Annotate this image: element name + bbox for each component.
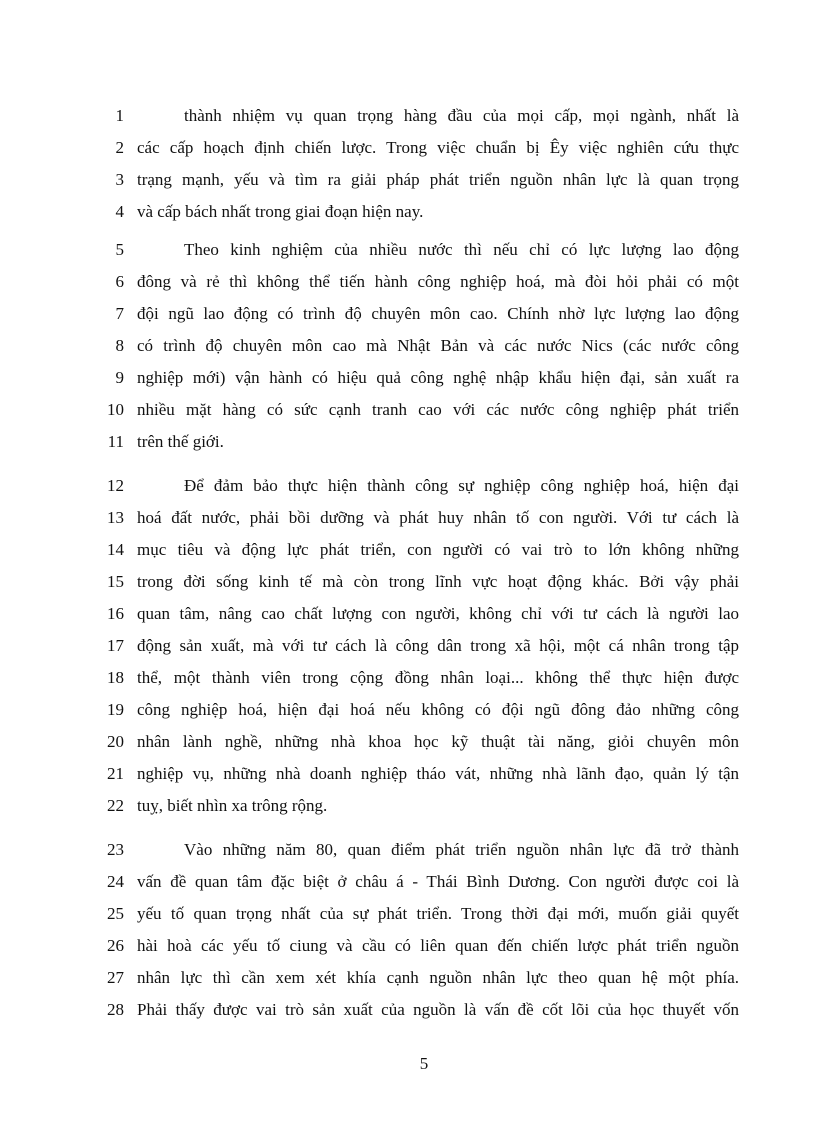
line-number: 6	[115, 272, 124, 291]
text-line	[0, 136, 816, 160]
line-text: đội ngũ lao động có trình độ chuyên môn cao. Chính nhờ lực lượng lao động	[137, 304, 739, 323]
line-text: công nghiệp hoá, hiện đại hoá nếu không có đội ngũ đông đảo những công	[137, 700, 739, 719]
line-number: 20	[107, 732, 124, 751]
line-text: động sản xuất, mà với tư cách là công dân trong xã hội, một cá nhân trong tập	[137, 636, 739, 655]
line-text: thành nhiệm vụ quan trọng hàng đầu của mọi cấp, mọi ngành, nhất là	[184, 106, 739, 125]
text-line	[0, 270, 816, 294]
line-text: các cấp hoạch định chiến lược. Trong việc chuẩn bị Êy việc nghiên cứu thực	[137, 138, 739, 157]
text-line	[0, 762, 816, 786]
line-number: 16	[107, 604, 124, 623]
line-number: 10	[107, 400, 124, 419]
text-line	[0, 302, 816, 326]
line-number: 22	[107, 796, 124, 815]
line-number: 5	[115, 240, 124, 259]
line-number: 25	[107, 904, 124, 923]
text-line	[0, 602, 816, 626]
line-text: tuỵ, biết nhìn xa trông rộng.	[137, 796, 328, 815]
line-text: trạng mạnh, yếu và tìm ra giải pháp phát triển nguồn nhân lực là quan trọng	[137, 170, 739, 189]
page-number: 5	[419, 1054, 429, 1073]
line-number: 2	[115, 138, 124, 157]
text-line	[0, 870, 816, 894]
line-text: và cấp bách nhất trong giai đoạn hiện nay.	[137, 202, 424, 221]
text-line	[0, 634, 816, 658]
line-text: nhân lực thì cần xem xét khía cạnh nguồn nhân lực theo quan hệ một phía.	[137, 968, 739, 987]
line-text: quan tâm, nâng cao chất lượng con người, không chỉ với tư cách là người lao	[137, 604, 739, 623]
text-line	[0, 698, 816, 722]
line-number: 18	[107, 668, 124, 687]
line-number: 13	[107, 508, 124, 527]
text-line	[0, 998, 816, 1022]
line-text: Theo kinh nghiệm của nhiều nước thì nếu chỉ có lực lượng lao động	[184, 240, 739, 259]
line-number: 24	[107, 872, 124, 891]
line-number: 21	[107, 764, 124, 783]
line-text: hài hoà các yếu tố ciung và cầu có liên quan đến chiến lược phát triển nguồn	[137, 936, 739, 955]
text-line	[0, 934, 816, 958]
line-number: 11	[107, 432, 124, 451]
text-line	[0, 238, 816, 262]
text-line	[0, 966, 816, 990]
line-number: 19	[107, 700, 124, 719]
text-line	[0, 506, 816, 530]
text-line	[0, 666, 816, 690]
line-number: 8	[115, 336, 124, 355]
line-number: 12	[107, 476, 124, 495]
line-number: 26	[107, 936, 124, 955]
line-number: 15	[107, 572, 124, 591]
line-text: mục tiêu và động lực phát triển, con người có vai trò to lớn không những	[137, 540, 739, 559]
line-number: 3	[115, 170, 124, 189]
text-line	[0, 730, 816, 754]
text-line	[0, 398, 816, 422]
text-line	[0, 474, 816, 498]
line-number: 4	[115, 202, 124, 221]
text-line	[0, 168, 816, 192]
line-number: 23	[107, 840, 124, 859]
line-text: thể, một thành viên trong cộng đồng nhân loại... không thể thực hiện được	[137, 668, 739, 687]
line-text: Phải thấy được vai trò sản xuất của nguồn là vấn đề cốt lõi của học thuyết vốn	[137, 1000, 739, 1019]
line-number: 17	[107, 636, 124, 655]
line-text: Vào những năm 80, quan điểm phát triển nguồn nhân lực đã trở thành	[184, 840, 739, 859]
text-line	[0, 104, 816, 128]
text-line	[0, 570, 816, 594]
text-line	[0, 430, 816, 454]
line-text: vấn đề quan tâm đặc biệt ở châu á - Thái Bình Dương. Con người được coi là	[137, 872, 739, 891]
line-number: 9	[115, 368, 124, 387]
line-number: 27	[107, 968, 124, 987]
line-text: có trình độ chuyên môn cao mà Nhật Bản và các nước Nics (các nước công	[137, 336, 739, 355]
line-text: đông và rẻ thì không thể tiến hành công nghiệp hoá, mà đòi hỏi phải có một	[137, 272, 739, 291]
line-number: 28	[107, 1000, 124, 1019]
text-line	[0, 200, 816, 224]
line-text: nhiều mặt hàng có sức cạnh tranh cao với các nước công nghiệp phát triển	[137, 400, 739, 419]
text-line	[0, 334, 816, 358]
line-text: yếu tố quan trọng nhất của sự phát triển. Trong thời đại mới, muốn giải quyết	[137, 904, 739, 923]
line-text: nghiệp mới) vận hành có hiệu quả công nghệ nhập khẩu hiện đại, sản xuất ra	[137, 368, 739, 387]
line-text: Để đảm bảo thực hiện thành công sự nghiệp công nghiệp hoá, hiện đại	[184, 476, 739, 495]
line-text: nhân lành nghề, những nhà khoa học kỹ thuật tài năng, giỏi chuyên môn	[137, 732, 739, 751]
text-line	[0, 794, 816, 818]
line-number: 7	[115, 304, 124, 323]
line-number: 1	[115, 106, 124, 125]
line-text: hoá đất nước, phải bồi dưỡng và phát huy nhân tố con người. Với tư cách là	[137, 508, 739, 527]
text-line	[0, 838, 816, 862]
text-line	[0, 538, 816, 562]
line-text: nghiệp vụ, những nhà doanh nghiệp tháo vát, những nhà lãnh đạo, quản lý tận	[137, 764, 739, 783]
line-number: 14	[107, 540, 124, 559]
line-text: trên thế giới.	[137, 432, 224, 451]
line-text: trong đời sống kinh tế mà còn trong lĩnh vực hoạt động khác. Bởi vậy phải	[137, 572, 739, 591]
text-line	[0, 366, 816, 390]
text-line	[0, 902, 816, 926]
